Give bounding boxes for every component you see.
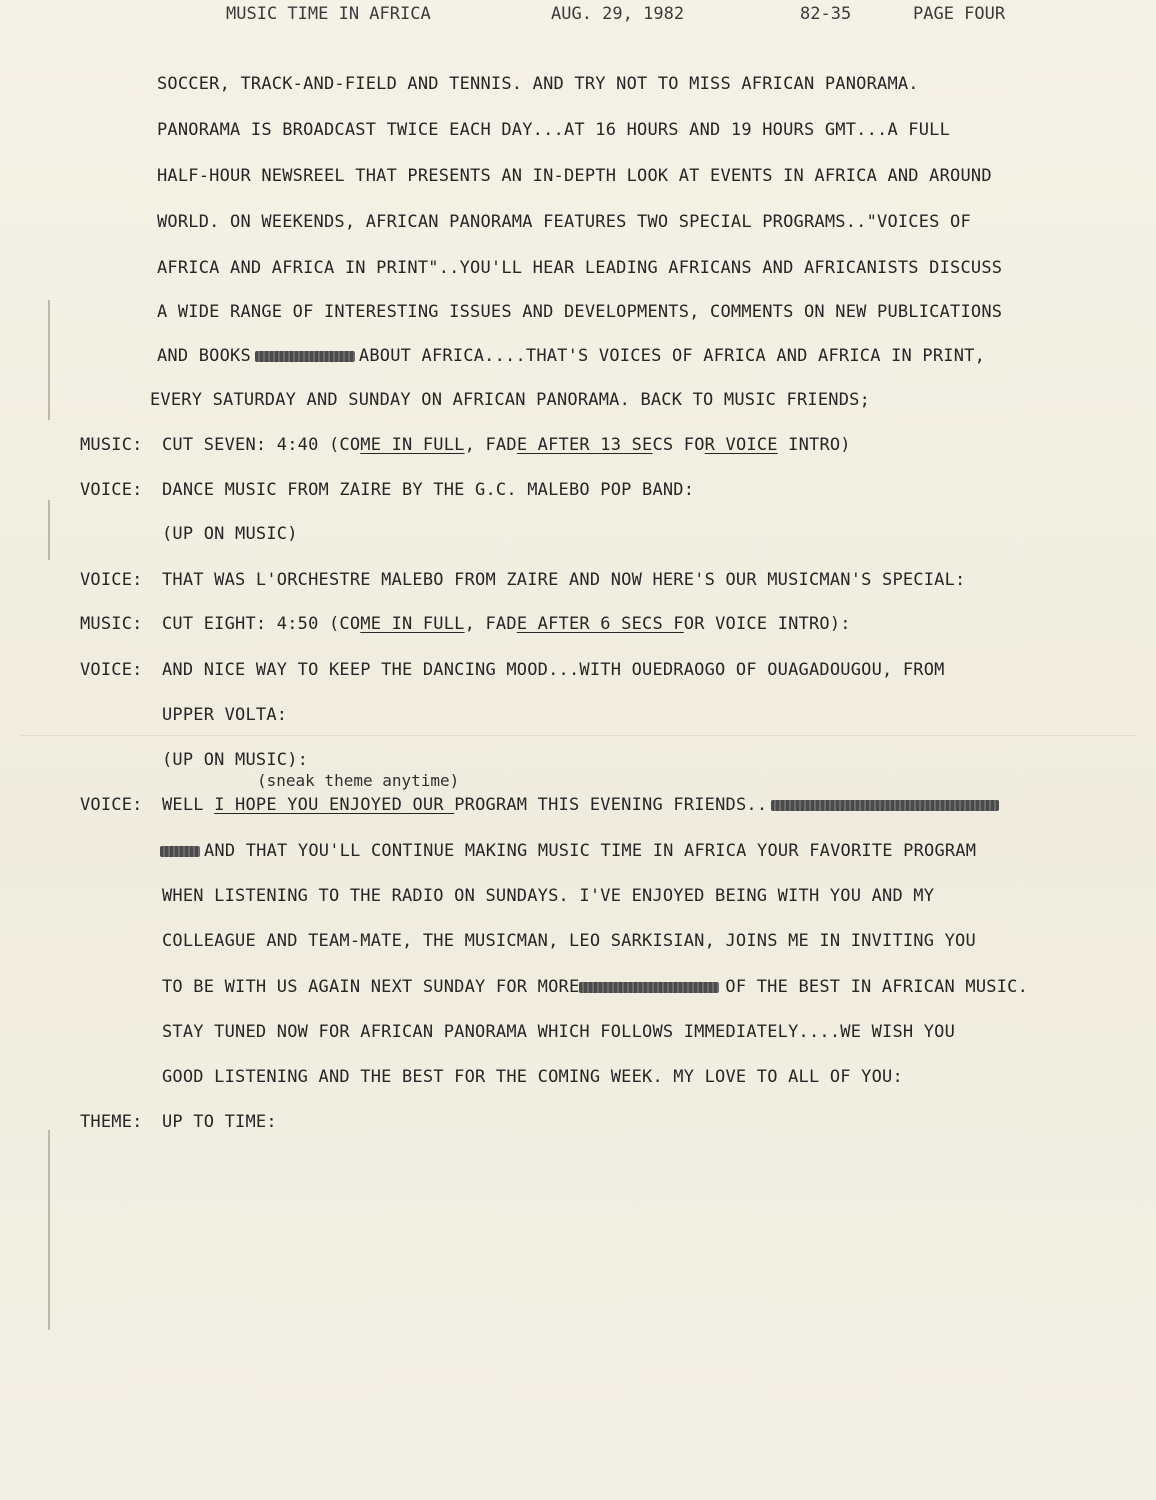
cue-voice: VOICE: THAT WAS L'ORCHESTRE MALEBO FROM ZAIRE AND NOW HERE'S OUR MUSICMAN'S SPECIAL: <box>80 570 966 590</box>
margin-mark <box>48 1130 50 1330</box>
redaction-mark <box>579 982 719 993</box>
cue-label: MUSIC: <box>80 435 143 455</box>
redaction-mark <box>771 800 999 811</box>
cue-voice: VOICE: WELL I HOPE YOU ENJOYED OUR PROGRAM THIS EVENING FRIENDS.. <box>80 795 1003 815</box>
body-line: AFRICA AND AFRICA IN PRINT"..YOU'LL HEAR LEADING AFRICANS AND AFRICANISTS DISCUSS <box>157 258 1003 278</box>
body-line: WORLD. ON WEEKENDS, AFRICAN PANORAMA FEATURES TWO SPECIAL PROGRAMS.."VOICES OF <box>157 212 971 232</box>
body-line: WHEN LISTENING TO THE RADIO ON SUNDAYS. I'VE ENJOYED BEING WITH YOU AND MY <box>162 886 935 906</box>
handwritten-note: (sneak theme anytime) <box>257 771 460 790</box>
margin-mark <box>48 300 50 420</box>
cue-label: VOICE: <box>80 660 143 680</box>
body-text: ABOUT AFRICA....THAT'S VOICES OF AFRICA AND AFRICA IN PRINT, <box>358 346 986 366</box>
paper-fold <box>20 735 1136 736</box>
body-line: PANORAMA IS BROADCAST TWICE EACH DAY...AT 16 HOURS AND 19 HOURS GMT...A FULL <box>157 120 951 140</box>
margin-mark <box>48 500 50 560</box>
header-page: PAGE FOUR <box>913 4 1006 24</box>
cue-label: THEME: <box>80 1112 143 1132</box>
header-date: AUG. 29, 1982 <box>551 4 685 24</box>
cue-voice: VOICE: AND NICE WAY TO KEEP THE DANCING MOOD...WITH OUEDRAOGO OF OUAGADOUGOU, FROM <box>80 660 945 680</box>
cue-direction: (UP ON MUSIC) <box>162 524 298 544</box>
body-line: A WIDE RANGE OF INTERESTING ISSUES AND DEVELOPMENTS, COMMENTS ON NEW PUBLICATIONS <box>157 302 1003 322</box>
body-line: STAY TUNED NOW FOR AFRICAN PANORAMA WHICH FOLLOWS IMMEDIATELY....WE WISH YOU <box>162 1022 956 1042</box>
body-line: AND THAT YOU'LL CONTINUE MAKING MUSIC TIME IN AFRICA YOUR FAVORITE PROGRAM <box>160 841 976 861</box>
page-header <box>0 4 1156 30</box>
body-line: COLLEAGUE AND TEAM-MATE, THE MUSICMAN, LEO SARKISIAN, JOINS ME IN INVITING YOU <box>162 931 976 951</box>
cue-label: VOICE: <box>80 795 143 815</box>
cue-label: VOICE: <box>80 570 143 590</box>
header-title: MUSIC TIME IN AFRICA <box>226 4 431 24</box>
body-line: HALF-HOUR NEWSREEL THAT PRESENTS AN IN-DEPTH LOOK AT EVENTS IN AFRICA AND AROUND <box>157 166 992 186</box>
cue-music-eight: MUSIC: CUT EIGHT: 4:50 (COME IN FULL, FADE AFTER 6 SECS FOR VOICE INTRO): <box>80 614 851 634</box>
cue-text: UPPER VOLTA: <box>162 705 288 725</box>
cue-label: MUSIC: <box>80 614 143 634</box>
cue-label: VOICE: <box>80 480 143 500</box>
cue-direction: (UP ON MUSIC): <box>162 750 309 770</box>
cue-theme: THEME: UP TO TIME: <box>80 1112 277 1132</box>
cue-music-seven: MUSIC: CUT SEVEN: 4:40 (COME IN FULL, FADE AFTER 13 SECS FOR VOICE INTRO) <box>80 435 851 455</box>
body-line: TO BE WITH US AGAIN NEXT SUNDAY FOR MORE OF THE BEST IN AFRICAN MUSIC. <box>162 977 1029 997</box>
body-line: SOCCER, TRACK-AND-FIELD AND TENNIS. AND TRY NOT TO MISS AFRICAN PANORAMA. <box>157 74 919 94</box>
body-text: AND BOOKS <box>157 346 251 366</box>
cue-voice: VOICE: DANCE MUSIC FROM ZAIRE BY THE G.C. MALEBO POP BAND: <box>80 480 695 500</box>
body-line: EVERY SATURDAY AND SUNDAY ON AFRICAN PANORAMA. BACK TO MUSIC FRIENDS; <box>150 390 871 410</box>
redaction-mark <box>160 846 200 857</box>
redaction-mark <box>255 351 355 362</box>
body-line <box>157 346 985 366</box>
body-line: GOOD LISTENING AND THE BEST FOR THE COMING WEEK. MY LOVE TO ALL OF YOU: <box>162 1067 903 1087</box>
header-code: 82-35 <box>800 4 852 24</box>
